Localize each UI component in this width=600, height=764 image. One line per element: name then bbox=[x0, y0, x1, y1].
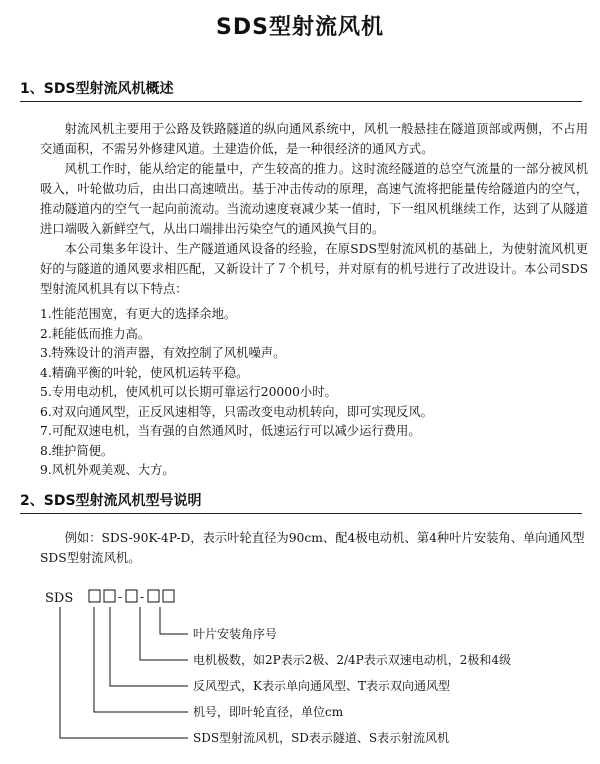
section-1-heading: 1、SDS型射流风机概述 bbox=[20, 81, 174, 97]
code-box-fan-number bbox=[89, 590, 100, 602]
model-prefix-label: SDS bbox=[45, 591, 74, 606]
feature-item: 3.特殊设计的消声器，有效控制了风机噪声。 bbox=[40, 346, 286, 360]
code-box-blade-angle-2 bbox=[163, 590, 174, 602]
label-series: SDS型射流风机，SD表示隧道、S表示射流风机 bbox=[193, 731, 450, 745]
leader-line-reverse-type bbox=[110, 607, 188, 686]
feature-item: 5.专用电动机，使风机可以长期可靠运行20000小时。 bbox=[40, 385, 337, 399]
feature-item: 8.维护简便。 bbox=[40, 443, 114, 458]
feature-item: 6.对双向通风型，正反风速相等，只需改变电动机转向，即可实现反风。 bbox=[40, 404, 433, 419]
feature-list bbox=[40, 305, 433, 481]
code-separator: - bbox=[118, 590, 123, 604]
label-fan-number: 机号，即叶轮直径，单位cm bbox=[193, 705, 344, 719]
section-2-heading: 2、SDS型射流风机型号说明 bbox=[20, 493, 202, 509]
paragraph-overview: 射流风机主要用于公路及铁路隧道的纵向通风系统中，风机一般悬挂在隧道顶部或两侧，不占用交通面积，不需另外修建风道。土建造价低，是一种很经济的通风方式。 bbox=[40, 122, 588, 156]
page-title: SDS型射流风机 bbox=[216, 15, 384, 40]
section-2-divider bbox=[20, 513, 582, 514]
code-box-blade-angle bbox=[148, 590, 159, 602]
leader-line-series bbox=[60, 607, 188, 738]
feature-item: 2.耗能低而推力高。 bbox=[40, 326, 151, 341]
feature-item: 7.可配双速电机，当有强的自然通风时，低速运行可以减少运行费用。 bbox=[40, 424, 421, 438]
code-separator: - bbox=[140, 590, 145, 604]
section-1-divider bbox=[20, 101, 582, 102]
feature-item: 4.精确平衡的叶轮，使风机运转平稳。 bbox=[40, 365, 249, 380]
label-blade-angle: 叶片安装角序号 bbox=[193, 627, 278, 641]
paragraph-company: 本公司集多年设计、生产隧道通风设备的经验，在原SDS型射流风机的基础上，为使射流风机更好的与隧道的通风要求相匹配，又新设计了７个机号，并对原有的机号进行了改进设计。本公司SDS型射流风机具有以下特点： bbox=[40, 242, 588, 296]
model-example: 例如：SDS-90K-4P-D，表示叶轮直径为90cm、配4极电动机、第4种叶片安装角、单向通风型SDS型射流风机。 bbox=[40, 531, 585, 565]
feature-item: 1.性能范围宽，有更大的选择余地。 bbox=[40, 307, 237, 321]
model-code-diagram bbox=[0, 580, 600, 764]
label-reverse-type: 反风型式，K表示单向通风型、T表示双向通风型 bbox=[193, 679, 450, 693]
paragraph-working-principle: 风机工作时，能从给定的能量中，产生较高的推力。这时流经隧道的总空气流量的一部分被风机吸入，叶轮做功后，由出口高速喷出。基于冲击传动的原理，高速气流将把能量传给隧道内的空气，推动隧道内的空气一起向前流动。当流动速度衰减少某一值时，下一组风机继续工作，达到了从隧道进口端吸入新鲜空气，从出口端排出污染空气的通风换气目的。 bbox=[40, 162, 588, 236]
code-box-motor-poles bbox=[126, 590, 137, 602]
feature-item: 9.风机外观美观、大方。 bbox=[40, 463, 175, 477]
label-motor-poles: 电机极数，如2P表示2极、2/4P表示双速电动机，2极和4级 bbox=[193, 653, 512, 667]
leader-line-blade-angle bbox=[160, 607, 188, 634]
code-box-reverse-type bbox=[104, 590, 115, 602]
